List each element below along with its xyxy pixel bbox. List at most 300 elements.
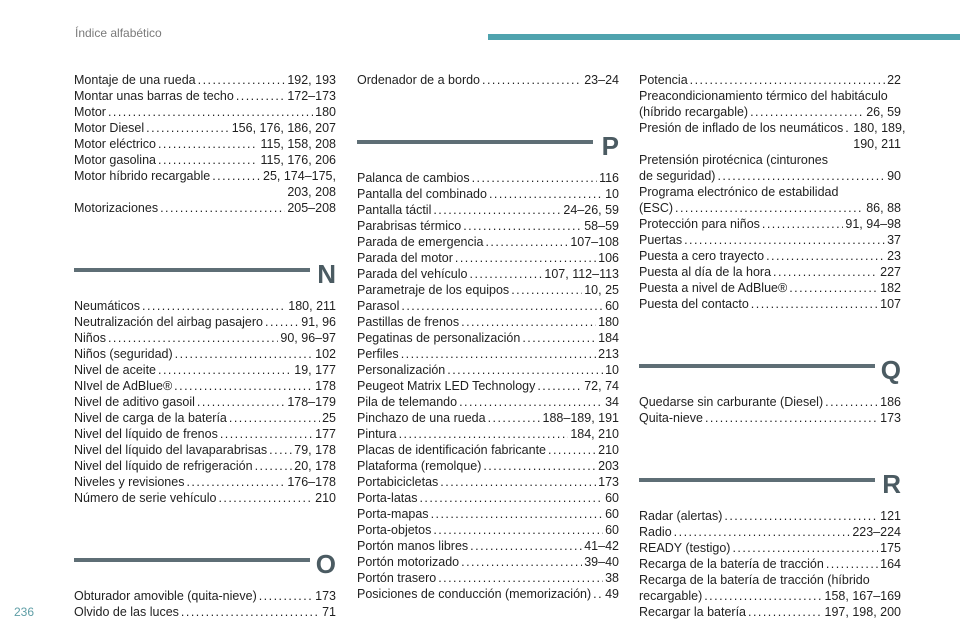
index-term: Parasol xyxy=(357,299,400,313)
index-term: Parabrisas térmico xyxy=(357,219,462,233)
index-pages: 158, 167–169 xyxy=(824,589,901,603)
leader-dots xyxy=(470,266,543,282)
leader-dots xyxy=(186,474,285,490)
index-pages: 107 xyxy=(880,297,901,311)
index-term: Pegatinas de personalización xyxy=(357,331,521,345)
index-term: Personalización xyxy=(357,363,446,377)
section-header-o xyxy=(74,532,336,580)
index-entry-line xyxy=(74,136,336,152)
index-entry-line xyxy=(74,152,336,168)
entries-m xyxy=(74,72,336,216)
index-term-cont: (híbrido recargable) xyxy=(639,105,749,119)
leader-dots xyxy=(472,170,597,186)
index-term: Presión de inflado de los neumáticos xyxy=(639,121,844,135)
leader-dots xyxy=(489,186,603,202)
index-entry-line xyxy=(357,442,619,458)
index-entry xyxy=(357,266,619,282)
index-pages: 180, 189, xyxy=(853,121,906,135)
index-entry xyxy=(357,426,619,442)
index-entry xyxy=(639,296,901,312)
section-rule xyxy=(74,558,310,562)
leader-dots xyxy=(773,264,878,280)
index-entry-line xyxy=(639,508,901,524)
index-pages: 164 xyxy=(880,557,901,571)
index-pages: 210 xyxy=(315,491,336,505)
index-entry xyxy=(357,538,619,554)
index-entry xyxy=(357,250,619,266)
index-entry xyxy=(74,426,336,442)
index-pages: 79, 178 xyxy=(294,443,336,457)
index-entry-line xyxy=(74,426,336,442)
index-entry-line xyxy=(639,248,901,264)
leader-dots xyxy=(255,458,293,474)
index-entry-line xyxy=(74,458,336,474)
index-term: Posiciones de conducción (memorización) xyxy=(357,587,592,601)
index-entry-line xyxy=(74,88,336,104)
leader-dots xyxy=(440,474,596,490)
index-entry-line xyxy=(357,570,619,586)
index-column-1 xyxy=(74,72,336,620)
index-pages: 186 xyxy=(880,395,901,409)
index-pages: 107, 112–113 xyxy=(544,267,619,281)
index-entry xyxy=(357,458,619,474)
index-term: Pastillas de frenos xyxy=(357,315,460,329)
index-entry-line xyxy=(357,282,619,298)
index-pages-cont: 203, 208 xyxy=(287,185,336,199)
index-pages: 203 xyxy=(598,459,619,473)
index-entry xyxy=(74,120,336,136)
index-entry-line xyxy=(639,524,901,540)
index-entry xyxy=(639,184,901,216)
index-term: Niveles y revisiones xyxy=(74,475,185,489)
index-term: Motor gasolina xyxy=(74,153,156,167)
index-entry-line xyxy=(357,266,619,282)
index-entry-line xyxy=(357,490,619,506)
index-entry xyxy=(357,442,619,458)
index-entry-line xyxy=(639,264,901,280)
index-entry-line xyxy=(74,346,336,362)
index-entry xyxy=(74,72,336,88)
index-entry xyxy=(74,490,336,506)
index-term: Puesta al día de la hora xyxy=(639,265,772,279)
index-entry-line xyxy=(639,216,901,232)
leader-dots xyxy=(548,442,596,458)
index-term: Niños xyxy=(74,331,106,345)
leader-dots xyxy=(724,508,878,524)
index-term: Recarga de la batería de tracción (híbrido xyxy=(639,573,870,587)
leader-dots xyxy=(488,410,541,426)
leader-dots xyxy=(704,588,822,604)
index-entry-line xyxy=(357,330,619,346)
index-entry xyxy=(639,232,901,248)
index-entry xyxy=(74,314,336,330)
index-pages: 25 xyxy=(322,411,336,425)
index-term: Plataforma (remolque) xyxy=(357,459,482,473)
index-term: Pinchazo de una rueda xyxy=(357,411,486,425)
index-entry xyxy=(357,170,619,186)
leader-dots xyxy=(825,394,878,410)
index-entry xyxy=(639,604,901,620)
index-term: Neutralización del airbag pasajero xyxy=(74,315,264,329)
index-term: Pretensión pirotécnica (cinturones xyxy=(639,153,828,167)
index-term: Pintura xyxy=(357,427,397,441)
index-term: Programa electrónico de estabilidad xyxy=(639,185,839,199)
index-term: Motor xyxy=(74,105,106,119)
index-entry xyxy=(357,314,619,330)
index-term: Palanca de cambios xyxy=(357,171,470,185)
entries-n xyxy=(74,298,336,506)
index-entry xyxy=(357,346,619,362)
index-entry-line xyxy=(639,296,901,312)
index-term: READY (testigo) xyxy=(639,541,731,555)
index-entry xyxy=(74,588,336,604)
index-term: Neumáticos xyxy=(74,299,140,313)
index-pages: 180 xyxy=(315,105,336,119)
leader-dots xyxy=(485,234,568,250)
index-entry xyxy=(74,136,336,152)
index-term: Niños (seguridad) xyxy=(74,347,173,361)
leader-dots xyxy=(455,250,596,266)
index-entry-line xyxy=(639,280,901,296)
section-rule xyxy=(639,364,875,368)
index-pages: 188–189, 191 xyxy=(542,411,619,425)
leader-dots xyxy=(419,490,603,506)
index-pages: 37 xyxy=(887,233,901,247)
index-pages: 173 xyxy=(880,411,901,425)
index-pages: 91, 94–98 xyxy=(845,217,901,231)
index-pages: 173 xyxy=(598,475,619,489)
index-term-cont: (ESC) xyxy=(639,201,674,215)
section-letter: Q xyxy=(880,355,901,385)
index-term: Portón motorizado xyxy=(357,555,460,569)
leader-dots xyxy=(229,410,320,426)
index-entry xyxy=(357,72,619,88)
index-entry-line xyxy=(357,522,619,538)
index-entry xyxy=(357,330,619,346)
leader-dots xyxy=(174,378,313,394)
index-entry-line xyxy=(357,394,619,410)
index-entry-line xyxy=(357,202,619,218)
index-entry-line xyxy=(74,298,336,314)
index-entry-line xyxy=(357,474,619,490)
leader-dots xyxy=(762,216,843,232)
index-entry xyxy=(639,264,901,280)
index-term: Puesta del contacto xyxy=(639,297,749,311)
index-pages: 90, 96–97 xyxy=(280,331,336,345)
index-pages: 25, 174–175, xyxy=(263,169,336,183)
index-term: Obturador amovible (quita-nieve) xyxy=(74,589,257,603)
index-entry-line xyxy=(74,330,336,346)
index-pages: 86, 88 xyxy=(866,201,901,215)
index-pages: 102 xyxy=(315,347,336,361)
index-pages: 39–40 xyxy=(584,555,619,569)
leader-dots xyxy=(537,378,582,394)
index-term: Nivel de aceite xyxy=(74,363,156,377)
section-letter: R xyxy=(882,469,901,499)
index-entry-line xyxy=(74,378,336,394)
index-entry-line xyxy=(357,378,619,394)
index-term: Nivel del líquido de frenos xyxy=(74,427,218,441)
index-pages: 49 xyxy=(605,587,619,601)
index-term: Portón manos libres xyxy=(357,539,469,553)
index-pages: 60 xyxy=(605,523,619,537)
index-entry xyxy=(357,186,619,202)
index-entry-line xyxy=(639,410,901,426)
index-term-cont: de seguridad) xyxy=(639,169,716,183)
leader-dots xyxy=(447,362,603,378)
index-entry-line xyxy=(357,586,619,602)
index-pages: 213 xyxy=(598,347,619,361)
leader-dots xyxy=(826,556,878,572)
index-term: Portón trasero xyxy=(357,571,437,585)
entries-p xyxy=(357,170,619,602)
index-entry xyxy=(357,282,619,298)
index-term: Montaje de una rueda xyxy=(74,73,196,87)
index-entry xyxy=(639,556,901,572)
leader-dots xyxy=(690,72,885,88)
index-entry xyxy=(639,572,901,604)
index-entry-line xyxy=(74,362,336,378)
leader-dots xyxy=(748,604,823,620)
index-entry-line xyxy=(357,218,619,234)
index-entry-line xyxy=(357,458,619,474)
index-entry xyxy=(357,378,619,394)
index-entry-line xyxy=(357,72,619,88)
leader-dots xyxy=(750,104,864,120)
index-pages: 107–108 xyxy=(570,235,619,249)
index-term: Recarga de la batería de tracción xyxy=(639,557,824,571)
index-pages: 184 xyxy=(598,331,619,345)
index-pages: 205–208 xyxy=(287,201,336,215)
index-term: Montar unas barras de techo xyxy=(74,89,234,103)
index-entry xyxy=(639,88,901,120)
index-entry-line xyxy=(357,298,619,314)
index-entry-line xyxy=(639,604,901,620)
index-term: Motorizaciones xyxy=(74,201,159,215)
header-accent-bar xyxy=(488,34,960,40)
index-entry-line xyxy=(357,346,619,362)
entries-q xyxy=(639,394,901,426)
index-entry-line xyxy=(357,170,619,186)
index-entry xyxy=(74,474,336,490)
index-entry-line xyxy=(639,200,901,216)
leader-dots xyxy=(236,88,286,104)
index-entry-line xyxy=(74,442,336,458)
index-entry-line xyxy=(639,120,906,136)
index-entry-line xyxy=(74,314,336,330)
index-entry xyxy=(74,458,336,474)
index-entry xyxy=(357,570,619,586)
index-pages: 180 xyxy=(598,315,619,329)
index-entry-line xyxy=(357,186,619,202)
index-term: Nivel de aditivo gasoil xyxy=(74,395,195,409)
index-entry-line xyxy=(74,588,336,604)
index-entry xyxy=(357,234,619,250)
index-entry-line xyxy=(357,410,619,426)
leader-dots xyxy=(269,442,292,458)
index-pages: 192, 193 xyxy=(287,73,336,87)
index-pages: 91, 96 xyxy=(301,315,336,329)
section-header-p xyxy=(357,114,619,162)
index-pages: 72, 74 xyxy=(584,379,619,393)
index-entry-line xyxy=(639,540,901,556)
index-term: Parada del motor xyxy=(357,251,453,265)
index-entry-line xyxy=(639,72,901,88)
index-entry-line xyxy=(357,538,619,554)
page-number: 236 xyxy=(14,605,35,619)
index-entry xyxy=(357,298,619,314)
index-pages: 115, 158, 208 xyxy=(260,137,336,151)
leader-dots xyxy=(259,588,313,604)
index-pages: 60 xyxy=(605,491,619,505)
index-term: Parametraje de los equipos xyxy=(357,283,510,297)
leader-dots xyxy=(158,136,258,152)
index-entry xyxy=(74,410,336,426)
index-pages: 223–224 xyxy=(852,525,901,539)
index-entry-line xyxy=(357,362,619,378)
index-term: Parada del vehículo xyxy=(357,267,468,281)
index-term: Porta-objetos xyxy=(357,523,432,537)
index-term: Perfiles xyxy=(357,347,399,361)
index-pages: 23–24 xyxy=(584,73,619,87)
index-pages: 172–173 xyxy=(287,89,336,103)
index-term: Puertas xyxy=(639,233,683,247)
index-entry-line xyxy=(74,394,336,410)
index-pages: 22 xyxy=(887,73,901,87)
index-pages: 10 xyxy=(605,187,619,201)
leader-dots xyxy=(459,394,603,410)
index-entry-line xyxy=(74,168,336,184)
index-entry xyxy=(74,394,336,410)
index-term: Pantalla del combinado xyxy=(357,187,487,201)
index-pages: 177 xyxy=(315,427,336,441)
index-entry xyxy=(357,506,619,522)
leader-dots xyxy=(431,506,604,522)
index-pages: 26, 59 xyxy=(866,105,901,119)
section-header-r xyxy=(639,452,901,500)
section-letter: P xyxy=(601,131,619,161)
index-entry-line xyxy=(357,250,619,266)
page-header-title: Índice alfabético xyxy=(75,26,162,40)
leader-dots xyxy=(175,346,313,362)
index-entry xyxy=(357,490,619,506)
leader-dots xyxy=(399,426,569,442)
leader-dots xyxy=(438,570,603,586)
index-entry xyxy=(357,410,619,426)
leader-dots xyxy=(845,120,851,136)
index-pages: 90 xyxy=(887,169,901,183)
leader-dots xyxy=(212,168,261,184)
leader-dots xyxy=(461,554,582,570)
index-entry xyxy=(639,410,901,426)
leader-dots xyxy=(766,248,885,264)
index-entry xyxy=(74,604,336,620)
index-pages: 71 xyxy=(322,605,336,619)
index-column-3 xyxy=(639,72,906,620)
index-pages: 116 xyxy=(599,171,619,185)
index-entry xyxy=(74,442,336,458)
index-pages: 178–179 xyxy=(287,395,336,409)
index-term: Puesta a cero trayecto xyxy=(639,249,765,263)
leader-dots xyxy=(433,522,603,538)
leader-dots xyxy=(789,280,878,296)
leader-dots xyxy=(482,72,582,88)
entries-r xyxy=(639,508,901,620)
index-entry xyxy=(74,88,336,104)
index-term-cont: recargable) xyxy=(639,589,703,603)
index-pages: 184, 210 xyxy=(570,427,619,441)
index-pages: 178 xyxy=(315,379,336,393)
index-pages: 106 xyxy=(598,251,619,265)
leader-dots xyxy=(158,362,292,378)
index-term: Motor eléctrico xyxy=(74,137,156,151)
index-column-2 xyxy=(357,72,619,602)
index-term: Placas de identificación fabricante xyxy=(357,443,547,457)
index-entry xyxy=(357,474,619,490)
index-pages: 176–178 xyxy=(287,475,336,489)
leader-dots xyxy=(433,202,561,218)
index-entry xyxy=(357,522,619,538)
index-pages: 115, 176, 206 xyxy=(260,153,336,167)
index-entry-line xyxy=(357,426,619,442)
leader-dots xyxy=(160,200,285,216)
index-term: Nivel del líquido de refrigeración xyxy=(74,459,253,473)
index-term: Puesta a nivel de AdBlue® xyxy=(639,281,788,295)
index-term: Nivel del líquido del lavaparabrisas xyxy=(74,443,268,457)
index-pages: 41–42 xyxy=(584,539,619,553)
index-term: Peugeot Matrix LED Technology xyxy=(357,379,536,393)
section-letter: O xyxy=(315,549,336,579)
index-entry xyxy=(74,168,336,200)
index-entry xyxy=(357,218,619,234)
leader-dots xyxy=(732,540,878,556)
section-header-q xyxy=(639,338,901,386)
index-pages: 121 xyxy=(880,509,901,523)
index-entry-line xyxy=(74,200,336,216)
leader-dots xyxy=(108,104,313,120)
index-term: Ordenador de a bordo xyxy=(357,73,481,87)
index-entry xyxy=(74,104,336,120)
leader-dots xyxy=(265,314,299,330)
section-rule xyxy=(357,140,593,144)
section-letter: N xyxy=(317,259,336,289)
index-entry-line xyxy=(639,556,901,572)
index-entry xyxy=(74,346,336,362)
index-term: Radar (alertas) xyxy=(639,509,723,523)
index-entry xyxy=(74,378,336,394)
index-entry xyxy=(639,394,901,410)
leader-dots xyxy=(463,218,582,234)
index-pages: 24–26, 59 xyxy=(563,203,619,217)
index-pages: 60 xyxy=(605,507,619,521)
leader-dots xyxy=(675,200,864,216)
leader-dots xyxy=(511,282,582,298)
index-entry-line xyxy=(74,104,336,120)
leader-dots xyxy=(146,120,230,136)
index-pages: 60 xyxy=(605,299,619,313)
index-term: Potencia xyxy=(639,73,688,87)
index-entry xyxy=(639,280,901,296)
index-entry-line xyxy=(639,394,901,410)
index-entry-line xyxy=(357,554,619,570)
index-term: Porta-latas xyxy=(357,491,418,505)
index-pages: 173 xyxy=(315,589,336,603)
index-entry-line xyxy=(357,314,619,330)
leader-dots xyxy=(181,604,320,620)
index-entry-line xyxy=(639,588,901,604)
index-entry xyxy=(357,202,619,218)
index-entry xyxy=(639,540,901,556)
